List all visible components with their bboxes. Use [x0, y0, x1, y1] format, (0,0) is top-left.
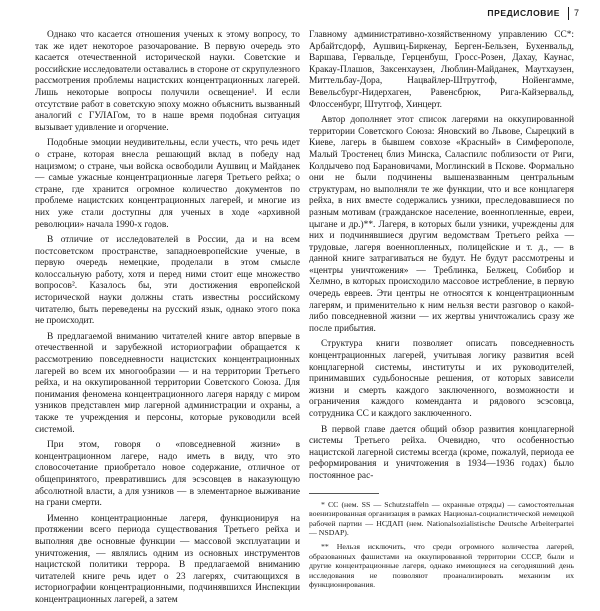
footnote: * СС (нем. SS — Schutzstaffeln — охранные отряды) — самостоятельная военизированная организация в рамках Национал-социалистической немецкой рабочей партии — НСДАП (нем. Nationalsozialistische Deutsche Arbeiterpartei — NSDAP). — [309, 499, 574, 538]
paragraph: Подобные эмоции неудивительны, если учесть, что речь идет о стране, которая внесла решающий вклад в победу над нацизмом; о стране, чьи войска освободили Аушвиц и Майданек — самые ужасные концентрационные лагеря Третьего рейха; о стране, где хранится огромное количество документов по проблеме нацистских концентрационных лагерей, и многие из них уже стали доступны для ученых в ходе «архивной революции» начала 1990-х годов. — [35, 138, 300, 230]
paragraph: Структура книги позволяет описать повседневность концентрационных лагерей, учитывая логику развития всей концлагерной системы, институты и их руководителей, принимавших судьбоносные решения, от которых зависели жизни и смерть каждого заключенного, возможности и ограничения каждого коменданта и рядового эсэсовца, сотрудника СС и каждого заключенного. — [309, 339, 574, 419]
paragraph: Именно концентрационные лагеря, функционируя на протяжении всего периода существования Третьего рейха и выполняя две основные функции — массовой эксплуатации и уничтожения, — являлись одним из основных инструментов нацистской политики террора. В предлагаемой вниманию читателей книге речь идет о 23 лагерях, считающихся в историографии концентрационными, подчинявшихся Инспекции концентрационных лагерей, а затем — [35, 513, 300, 605]
left-column — [35, 30, 300, 611]
header-separator — [568, 7, 569, 20]
page-header — [0, 6, 600, 24]
footnote-divider — [309, 493, 379, 494]
paragraph: В отличие от исследователей в России, да и на всем постсоветском пространстве, западноевропейские ученые, в первую очередь немецкие, проделали в этом смысле колоссальную работу, хотя и перед ними стоит еще множество вопросов². Казалось бы, эти достижения европейской исторической науки должны стать известны российскому читателю, быть переведены на русский язык, однако этого пока не происходит. — [35, 235, 300, 327]
footnote: ** Нельзя исключить, что среди огромного количества лагерей, образованных фашистами на оккупированной территории СССР, были и другие концентрационные лагеря, однако имеющиеся на сегодняшний день исследования не позволяют проанализировать механизм их функционирования. — [309, 541, 574, 590]
page-number: 7 — [573, 8, 579, 18]
paragraph: Автор дополняет этот список лагерями на оккупированной территории Советского Союза: Яновский во Львове, Сырецкий в Киеве, лагерь в бывшем совхозе «Красный» в Симферополе, Малый Тростенец близ Минска, Саласпилс поблизости от Риги, Колдычево под Барановичами, Моглинский в Пскове. Формально они не были подчинены вышеназванным центральным структурам, но выполняли те же функции, что и все концлагеря рейха, в них вместе содержались узники, преследовавшиеся по разным мотивам (гражданское население, военнопленные, евреи, цыгане и др.)**. Лагеря, в которых были узники, учреждены для них и подчинявшиеся другим ведомствам Третьего рейха — трудовые, лагеря военнопленных, полицейские и т. д., — в данной книге затрагиваться не будут. Не будут рассмотрены и «центры уничтожения» — Треблинка, Белжец, Собибор и Хелмно, в которых происходило массовое истребление, в первую очередь евреев. Эти центры не относятся к концентрационным лагерям, и применительно к ним нельзя вести разговор о какой-либо повседневной жизни — их жертвы уничтожались сразу же после прибытия. — [309, 115, 574, 334]
right-column — [309, 30, 574, 594]
paragraph: Главному административно-хозяйственному управлению СС*: Арбайтсдорф, Аушвиц-Биркенау, Берген-Бельзен, Бухенвальд, Варшава, Гервальде, Герценбуш, Гросс-Розен, Дахау, Каунас, Кракау-Плашов, Заксенхаузен, Люблин-Майданек, Маутхаузен, Миттельбау-Дора, Нацвайлер-Штрутгоф, Нойенгамме, Вевельсбург-Нидерхаген, Равенсбрюк, Рига-Кайзервальд, Флоссенбург, Штутгоф, Хинцерт. — [309, 30, 574, 110]
paragraph: Однако что касается отношения ученых к этому вопросу, то так же идет некоторое разочарование. В первую очередь это касается отечественной исторической науки. Советские и российские исследователи оставались в стороне от скрупулезного рассмотрения проблемы нацистских концентрационных лагерей. Лишь некоторые вопросы получили освещение¹. И если отсутствие работ в советскую эпоху можно объяснить вызванный аналогий с ГУЛАГом, то в наше время подобная ситуация вызывает удивление и огорчение. — [35, 30, 300, 133]
paragraph: В первой главе дается общий обзор развития концлагерной системы Третьего рейха. Очевидно, что особенностью нацистской лагерной системы всегда (кроме, пожалуй, периода ее реформирования и уничтожения в 1934—1936 годах) было постоянное рас- — [309, 424, 574, 481]
paragraph: В предлагаемой вниманию читателей книге автор впервые в отечественной и зарубежной историографии обращается к рассмотрению повседневности нацистских концентрационных лагерей во всем их многообразии — и на территории Третьего рейха, и на оккупированной территории Советского Союза. Для понимания феномена концентрационного лагеря наряду с миром узников представлен мир лагерной администрации и охраны, а также те учреждения и персоны, которые руководили всей системой. — [35, 331, 300, 435]
paragraph: При этом, говоря о «повседневной жизни» в концентрационном лагере, надо иметь в виду, что это словосочетание приобретало новое содержание, отличное от общепринятого, превратившись для эсэсовцев в наказующую абсолютной власти, а для узников — в элементарное выживание на грани смерти. — [35, 440, 300, 509]
running-head: ПРЕДИСЛОВИЕ — [487, 8, 560, 18]
